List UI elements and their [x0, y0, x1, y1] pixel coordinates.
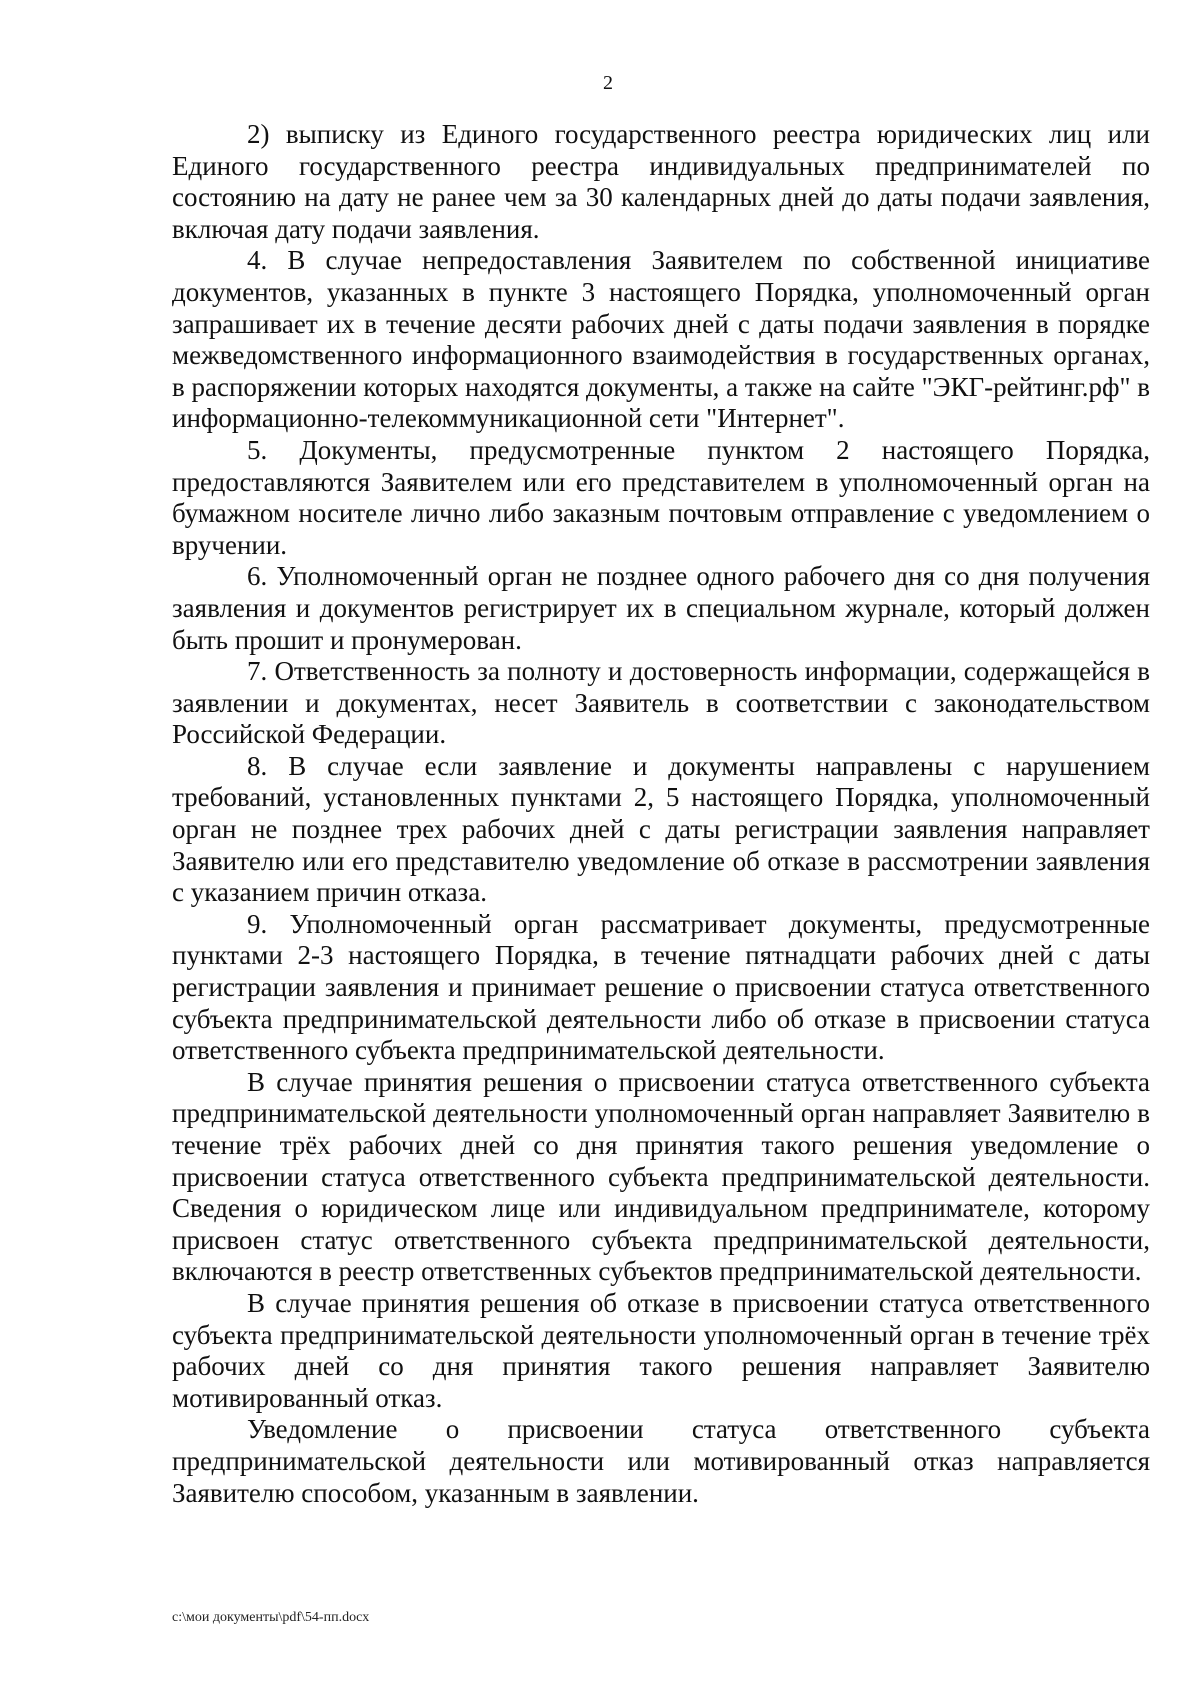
paragraph-item-8: 8. В случае если заявление и документы направлены с нарушением требований, установленных пунктами 2, 5 настоящего Порядка, уполномоченный орган не позднее трех рабочих дней с даты регистрации заявления направляет Заявителю или его представителю уведомление об отказе в рассмотрении заявления с указанием причин отказа.	[172, 750, 1150, 908]
page-number: 2	[603, 72, 613, 94]
paragraph-item-6: 6. Уполномоченный орган не позднее одного рабочего дня со дня получения заявления и документов регистрирует их в специальном журнале, который должен быть прошит и пронумерован.	[172, 561, 1150, 655]
paragraph-status-granted: В случае принятия решения о присвоении статуса ответственного субъекта предпринимательской деятельности уполномоченный орган направляет Заявителю в течение трёх рабочих дней со дня принятия такого решения уведомление о присвоении статуса ответственного субъекта предпринимательской деятельности. Сведения о юридическом лице или индивидуальном предпринимателе, которому присвоен статус ответственного субъекта предпринимательской деятельности, включаются в реестр ответственных субъектов предпринимательской деятельности.	[172, 1066, 1150, 1287]
paragraph-status-refused: В случае принятия решения об отказе в присвоении статуса ответственного субъекта предпринимательской деятельности уполномоченный орган в течение трёх рабочих дней со дня принятия такого решения направляет Заявителю мотивированный отказ.	[172, 1287, 1150, 1413]
paragraph-item-7: 7. Ответственность за полноту и достоверность информации, содержащейся в заявлении и документах, несет Заявитель в соответствии с законодательством Российской Федерации.	[172, 656, 1150, 750]
document-body	[172, 119, 1150, 1509]
paragraph-item-9: 9. Уполномоченный орган рассматривает документы, предусмотренные пунктами 2-3 настоящего Порядка, в течение пятнадцати рабочих дней с даты регистрации заявления и принимает решение о присвоении статуса ответственного субъекта предпринимательской деятельности либо об отказе в присвоении статуса ответственного субъекта предпринимательской деятельности.	[172, 908, 1150, 1066]
paragraph-extract-registry: 2) выписку из Единого государственного реестра юридических лиц или Единого государственного реестра индивидуальных предпринимателей по состоянию на дату не ранее чем за 30 календарных дней до даты подачи заявления, включая дату подачи заявления.	[172, 119, 1150, 244]
footer-file-path: c:\мои документы\pdf\54-пп.docx	[172, 1610, 370, 1625]
paragraph-notification-method: Уведомление о присвоении статуса ответственного субъекта предпринимательской деятельности или мотивированный отказ направляется Заявителю способом, указанным в заявлении.	[172, 1414, 1150, 1508]
paragraph-item-5: 5. Документы, предусмотренные пунктом 2 настоящего Порядка, предоставляются Заявителем или его представителем в уполномоченный орган на бумажном носителе лично либо заказным почтовым отправление с уведомлением о вручении.	[172, 434, 1150, 560]
paragraph-item-4: 4. В случае непредоставления Заявителем по собственной инициативе документов, указанных в пункте 3 настоящего Порядка, уполномоченный орган запрашивает их в течение десяти рабочих дней с даты подачи заявления в порядке межведомственного информационного взаимодействия в государственных органах, в распоряжении которых находятся документы, а также на сайте "ЭКГ-рейтинг.рф" в информационно-телекоммуникационной сети "Интернет".	[172, 245, 1150, 434]
